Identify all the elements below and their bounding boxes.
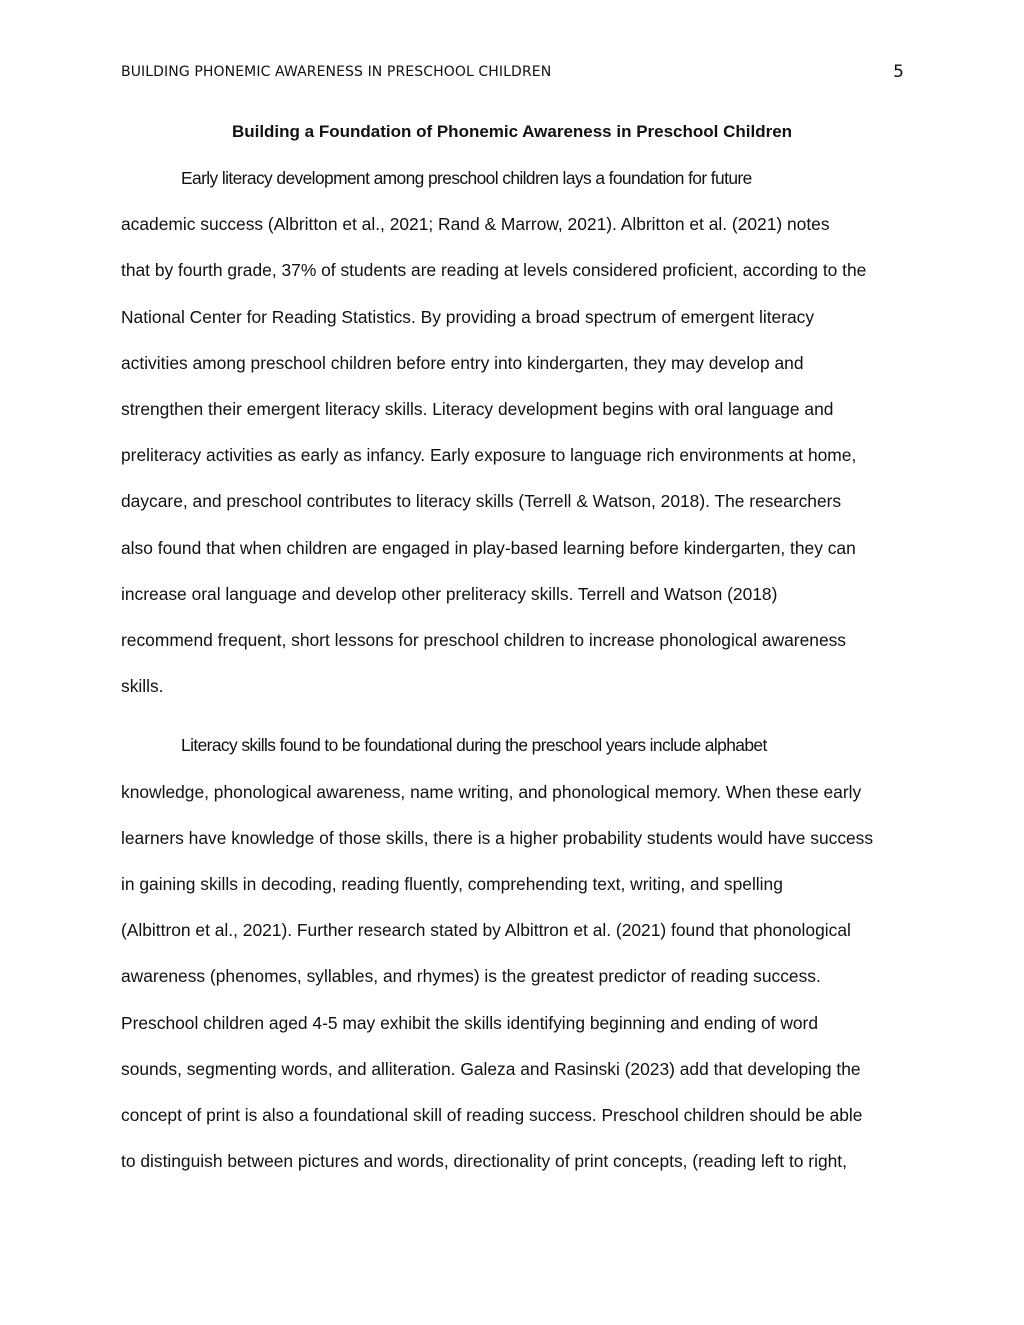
paragraph-line: in gaining skills in decoding, reading fluently, comprehending text, writing, and spelling — [121, 874, 783, 895]
paragraph-1 — [121, 155, 907, 709]
paragraph-line: activities among preschool children before entry into kindergarten, they may develop and — [121, 352, 804, 373]
page-number: 5 — [893, 62, 904, 82]
running-head: BUILDING PHONEMIC AWARENESS IN PRESCHOOL CHILDREN — [121, 64, 552, 80]
paragraph-line: concept of print is also a foundational skill of reading success. Preschool children should be able — [121, 1105, 863, 1126]
paragraph-line: increase oral language and develop other preliteracy skills. Terrell and Watson (2018) — [121, 583, 778, 604]
paragraph-line: that by fourth grade, 37% of students are reading at levels considered proficient, according to the — [121, 260, 867, 281]
paragraph-line: skills. — [121, 676, 164, 697]
paragraph-line: knowledge, phonological awareness, name writing, and phonological memory. When these early — [121, 781, 862, 802]
body-text — [121, 155, 907, 1184]
paragraph-line: sounds, segmenting words, and alliteration. Galeza and Rasinski (2023) add that developing the — [121, 1058, 861, 1079]
paragraph-line: learners have knowledge of those skills, there is a higher probability students would have success — [121, 827, 874, 848]
paragraph-line: also found that when children are engaged in play-based learning before kindergarten, they can — [121, 537, 856, 558]
paragraph-line: strengthen their emergent literacy skills. Literacy development begins with oral language and — [121, 399, 834, 420]
paragraph-line: recommend frequent, short lessons for preschool children to increase phonological awareness — [121, 630, 847, 651]
paragraph-line: Literacy skills found to be foundational during the preschool years include alphabet — [181, 735, 767, 756]
paragraph-line: preliteracy activities as early as infancy. Early exposure to language rich environments at home, — [121, 445, 857, 466]
paragraph-2 — [121, 722, 907, 1184]
paragraph-line: (Albittron et al., 2021). Further research stated by Albittron et al. (2021) found that phonological — [121, 920, 851, 941]
paragraph-line: Early literacy development among preschool children lays a foundation for future — [181, 168, 752, 188]
paragraph-line: daycare, and preschool contributes to literacy skills (Terrell & Watson, 2018). The researchers — [121, 491, 842, 512]
document-title: Building a Foundation of Phonemic Awareness in Preschool Children — [231, 122, 793, 141]
paragraph-line: to distinguish between pictures and words, directionality of print concepts, (reading left to right, — [121, 1151, 847, 1172]
paragraph-line: Preschool children aged 4-5 may exhibit the skills identifying beginning and ending of word — [121, 1012, 819, 1033]
paragraph-line: academic success (Albritton et al., 2021; Rand & Marrow, 2021). Albritton et al. (2021) notes — [121, 214, 830, 235]
paragraph-line: National Center for Reading Statistics. By providing a broad spectrum of emergent literacy — [121, 306, 815, 327]
paragraph-line: awareness (phenomes, syllables, and rhymes) is the greatest predictor of reading success. — [121, 966, 821, 987]
